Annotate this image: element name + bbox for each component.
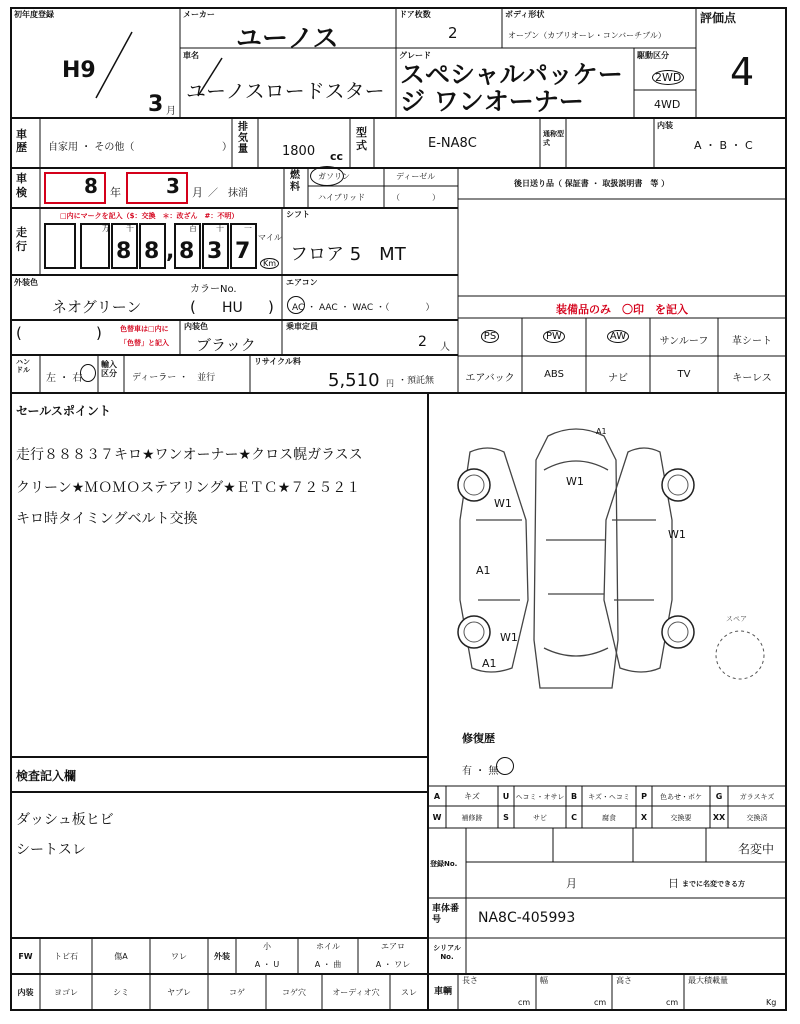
year-unit: 年 xyxy=(110,186,121,199)
ac-value: AC ・ AAC ・ WAC ・（ ） xyxy=(292,303,435,313)
type-label: 型式 xyxy=(356,126,367,152)
capacity-unit: 人 xyxy=(440,342,450,353)
damage-mark-a1-left: A1 xyxy=(476,564,491,577)
fw-chip: トビ石 xyxy=(54,952,78,961)
shift-label: シフト xyxy=(286,210,310,219)
inspection-line-2: シートスレ xyxy=(16,842,86,858)
int-color-label: 内装色 xyxy=(184,322,208,331)
legend-x-text: 交換要 xyxy=(670,814,692,822)
inspect-label: 車検 xyxy=(16,172,27,199)
capacity-label: 乗車定員 xyxy=(286,322,318,331)
inspection-line-1: ダッシュ板ヒビ xyxy=(16,812,114,828)
disp-unit: cc xyxy=(330,150,344,163)
repair-label: 修復歴 xyxy=(462,732,495,745)
int-burn: コゲ xyxy=(229,988,245,997)
legend-p: P xyxy=(641,792,647,801)
capacity-value: 2 xyxy=(418,334,427,350)
drive-4wd: 4WD xyxy=(654,98,681,111)
fw-label: FW xyxy=(18,952,33,961)
serial-label: シリアルNo. xyxy=(433,944,461,961)
fw-scratch: 傷A xyxy=(114,952,128,961)
legend-x: X xyxy=(640,813,648,822)
ext-small-value: A ・ U xyxy=(254,960,280,969)
int-stain: シミ xyxy=(113,988,129,997)
body-label: ボディ形状 xyxy=(505,10,545,19)
reg-day: 日 xyxy=(668,877,679,890)
shift-value: フロア 5 MT xyxy=(290,244,406,265)
fuel-other: （ ） xyxy=(392,193,440,202)
int-color-value: ブラック xyxy=(196,336,256,354)
length-unit: cm xyxy=(518,998,531,1007)
legend-s-text: サビ xyxy=(533,814,547,822)
usage-close: ） xyxy=(222,142,232,153)
grade-line-1: スペシャルパッケー xyxy=(400,60,623,89)
model-label: 車名 xyxy=(183,51,199,60)
legend-c-text: 腐食 xyxy=(602,814,616,822)
color-no-label: カラーNo. xyxy=(190,284,237,295)
mileage-label: 走行 xyxy=(16,226,27,253)
fuel-hybrid: ハイブリッド xyxy=(318,193,366,202)
ext-aero-value: A ・ ワレ xyxy=(375,960,411,969)
fw-crack: ワレ xyxy=(171,952,187,961)
damage-mark-w1-left: W1 xyxy=(494,497,512,510)
equip-leather: 革シート xyxy=(732,336,772,347)
legend-w: W xyxy=(432,813,442,822)
equip-pw: PW xyxy=(522,330,586,343)
model-value: ユーノスロードスター xyxy=(186,79,385,103)
sales-label: セールスポイント xyxy=(16,404,111,418)
km-label: Km xyxy=(260,258,279,269)
cancel-label: ／ 抹消 xyxy=(208,188,248,199)
unit-1: 一 xyxy=(244,224,252,233)
grade-label: グレード xyxy=(399,51,431,60)
after-docs: 後日送り品（ 保証書 ・ 取扱説明書 等 ） xyxy=(514,179,670,188)
recycle-value: 5,510 xyxy=(328,370,380,391)
vin-label: 車体番号 xyxy=(432,904,460,925)
legend-w-text: 補修跡 xyxy=(461,814,483,822)
int-label: 内装 xyxy=(17,988,34,997)
interior-value: A ・ B ・ C xyxy=(694,139,753,152)
reg-month: 月 xyxy=(566,877,577,890)
equip-ps: PS xyxy=(458,330,522,343)
recycle-unit: 円 xyxy=(386,379,394,388)
legend-u-text: ヘコミ・オサレ xyxy=(515,793,565,801)
disp-label: 排気量 xyxy=(238,122,248,155)
equip-sunroof: サンルーフ xyxy=(659,336,709,347)
int-audio-hole: オーディオ穴 xyxy=(332,988,380,997)
color-change-note-1: 色替車は□内に xyxy=(120,325,169,333)
repair-circle xyxy=(496,757,514,775)
length-label: 長さ xyxy=(462,976,478,985)
doors-label: ドア枚数 xyxy=(399,10,431,19)
int-tear: ヤブレ xyxy=(167,988,191,997)
usage-label: 車歴 xyxy=(16,128,27,154)
weight-label: 最大積載量 xyxy=(688,976,728,985)
legend-c: C xyxy=(571,813,577,822)
fuel-diesel: ディーゼル xyxy=(396,172,436,181)
sales-line-2: クリーン★ＭＯＭＯステアリング★ＥＴＣ★７２５２１ xyxy=(16,480,361,496)
body-value: オープン（カブリオーレ・コンバーチブル） xyxy=(508,31,666,40)
sales-line-3: キロ時タイミングベルト交換 xyxy=(16,511,198,527)
mileage-digit-4: 7 xyxy=(235,239,251,264)
damage-mark-w1-center: W1 xyxy=(566,475,584,488)
int-dirt: ヨゴレ xyxy=(54,988,78,997)
name-change: 名変中 xyxy=(738,842,775,856)
import-label: 輸入区分 xyxy=(101,360,117,378)
mileage-comma: , xyxy=(166,239,175,264)
height-unit: cm xyxy=(666,998,679,1007)
registration-label: 登録No. xyxy=(430,860,458,868)
month-unit: 月 xyxy=(192,186,203,199)
ext-wheel: ホイル xyxy=(316,942,340,951)
width-label: 幅 xyxy=(540,976,548,985)
first-reg-month: 3 xyxy=(148,92,164,117)
legend-a: A xyxy=(433,792,441,801)
unit-10: 十 xyxy=(216,224,224,233)
spare-label: スペア xyxy=(726,615,747,623)
unit-10k: 万 xyxy=(102,224,110,233)
equip-aw: AW xyxy=(586,330,650,343)
type-value: E-NA8C xyxy=(428,136,477,151)
color-no-paren: ( xyxy=(190,298,196,316)
equip-abs: ABS xyxy=(544,369,564,380)
reg-deadline: までに名変できる方 xyxy=(682,880,745,888)
color-change-note-2: 「色替」と記入 xyxy=(120,339,169,347)
repair-value: 有 ・ 無 xyxy=(462,766,499,777)
grade-line-2: ジ ワンオーナー xyxy=(400,87,584,116)
usage-value: 自家用 ・ その他（ xyxy=(48,142,135,153)
damage-mark-w1-lower: W1 xyxy=(500,631,518,644)
equip-keyless: キーレス xyxy=(732,373,772,384)
call-type-label: 通称型式 xyxy=(543,130,564,147)
color-no-paren-close: ) xyxy=(268,298,274,316)
unit-1k: 千 xyxy=(126,224,134,233)
doors-value: 2 xyxy=(448,24,458,42)
import-value: ディーラー ・ 並行 xyxy=(132,373,216,383)
handle-value: 左 ・ 右 xyxy=(46,373,83,384)
disp-value: 1800 xyxy=(282,144,316,159)
ext-color-label: 外装色 xyxy=(14,278,38,287)
interior-label: 内装 xyxy=(657,121,673,130)
equip-tv: TV xyxy=(677,369,691,380)
ext-wheel-value: A ・ 曲 xyxy=(314,960,342,969)
equip-navi: ナビ xyxy=(608,373,628,384)
first-reg-label: 初年度登録 xyxy=(14,10,54,19)
first-reg-month-unit: 月 xyxy=(166,106,176,117)
mileage-digit-3: 3 xyxy=(207,239,223,264)
ext-small: 小 xyxy=(263,942,271,951)
recycle-label: リサイクル料 xyxy=(254,357,301,366)
legend-g: G xyxy=(715,792,723,801)
sales-line-1: 走行８８８３７キロ★ワンオーナー★クロス幌ガラスス xyxy=(16,447,363,463)
legend-xx: XX xyxy=(712,813,726,822)
drive-label: 駆動区分 xyxy=(637,51,669,60)
damage-mark-a1-top: A1 xyxy=(596,427,607,436)
inspect-year: 8 xyxy=(84,174,98,198)
fuel-gas: ガソリン xyxy=(318,172,350,181)
dims-label: 車輌 xyxy=(433,987,452,997)
legend-g-text: ガラスキズ xyxy=(739,793,775,801)
maker-label: メーカー xyxy=(183,10,215,19)
mileage-digit-2: 8 xyxy=(179,239,195,264)
mileage-digit-1: 8 xyxy=(144,239,160,264)
score-value: 4 xyxy=(730,50,755,94)
int-burn-hole: コゲ穴 xyxy=(282,988,306,997)
mileage-note: □内にマークを記入（$：交換 ＊：改ざん #：不明） xyxy=(60,212,239,220)
color-no-value: HU xyxy=(222,300,243,316)
legend-a-text: キズ xyxy=(464,792,480,801)
width-unit: cm xyxy=(594,998,607,1007)
legend-b: B xyxy=(570,792,578,801)
height-label: 高さ xyxy=(616,976,632,985)
legend-p-text: 色あせ・ボケ xyxy=(660,793,702,801)
ac-label: エアコン xyxy=(286,278,318,287)
weight-unit: Kg xyxy=(766,998,777,1007)
ext-label: 外装 xyxy=(214,952,230,961)
legend-b-text: キズ・ヘコミ xyxy=(588,793,630,801)
mileage-digit-0: 8 xyxy=(116,239,132,264)
ext-color-value: ネオグリーン xyxy=(52,298,142,316)
drive-2wd: 2WD xyxy=(652,70,684,85)
first-reg-era: H9 xyxy=(62,58,96,83)
color-change-paren-close: ) xyxy=(96,324,102,342)
maker-value: ユーノス xyxy=(236,24,339,54)
equip-header: 装備品のみ 〇印 を記入 xyxy=(556,303,688,316)
vin-value: NA8C-405993 xyxy=(478,910,576,926)
inspect-month: 3 xyxy=(166,174,180,198)
equip-airbag: エアバック xyxy=(465,373,515,384)
score-label: 評価点 xyxy=(700,11,737,25)
unit-100: 百 xyxy=(189,224,197,233)
legend-xx-text: 交換済 xyxy=(746,814,768,822)
ext-aero: エアロ xyxy=(381,942,405,951)
color-change-paren: ( xyxy=(16,324,22,342)
damage-mark-w1-right: W1 xyxy=(668,528,686,541)
recycle-note: ・預託無 xyxy=(398,376,435,386)
legend-s: S xyxy=(503,813,509,822)
int-rub: スレ xyxy=(401,988,417,997)
mile-label: マイル xyxy=(258,233,282,242)
handle-label: ハンドル xyxy=(16,358,30,374)
inspection-label: 検査記入欄 xyxy=(16,769,77,783)
legend-u: U xyxy=(502,792,510,801)
damage-mark-a1-lower: A1 xyxy=(482,657,497,670)
fuel-label: 燃料 xyxy=(290,170,300,193)
